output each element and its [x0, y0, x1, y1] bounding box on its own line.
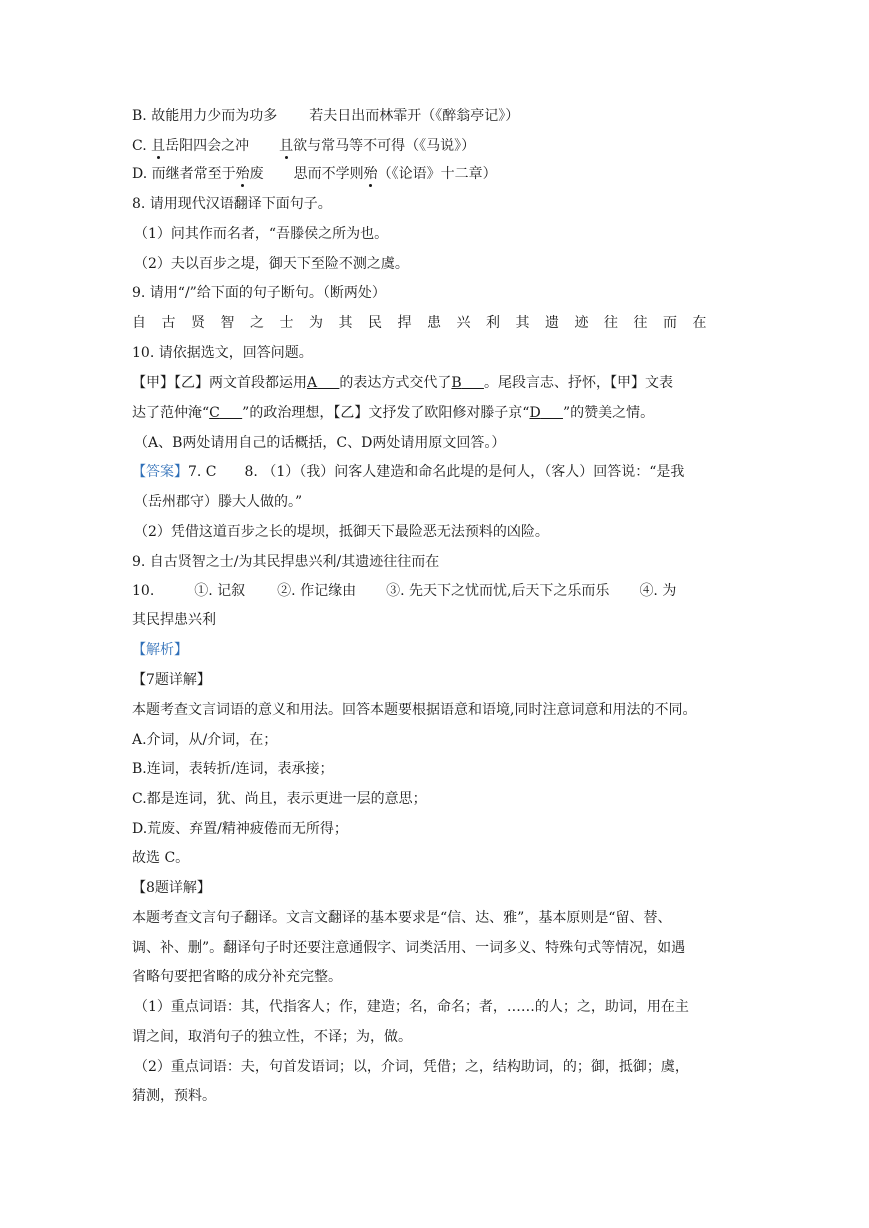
analysis-key-2-line-2: 猜测，预料。	[132, 1088, 216, 1104]
analysis-paragraph-8-line-1: 本题考查文言句子翻译。文言文翻译的基本要求是“信、达、雅”，基本原则是“留、替、	[132, 910, 672, 926]
blank-a: A	[307, 375, 318, 391]
analysis-item-c: C.都是连词，犹、尚且，表示更进一层的意思；	[132, 791, 427, 807]
analysis-paragraph-7: 本题考查文言词语的意义和用法。回答本题要根据语意和语境,同时注意词意和用法的不同。	[132, 702, 697, 718]
option-label: C.	[132, 138, 147, 154]
analysis-key-1-line-1: （1）重点词语：其，代指客人；作，建造；名，命名；者，……的人；之，助词，用在主	[134, 999, 689, 1015]
text-segment: 达了范仲淹“	[132, 405, 210, 421]
answer-line-5	[132, 581, 676, 601]
q10-line-2	[132, 403, 654, 423]
analysis-heading-7: 【7题详解】	[132, 672, 211, 688]
text-segment: ①. 记叙	[194, 583, 246, 599]
analysis-pick: 故选 C。	[132, 850, 190, 866]
analysis-key-2-line-1: （2）重点词语：夫，句首发语词；以，介词，凭借；之，结构助词，的；御，抵御；虞，	[134, 1059, 689, 1075]
option-label: D.	[132, 166, 148, 182]
q9-prompt: 9. 请用“/”给下面的句子断句。（断两处）	[132, 285, 386, 301]
text-segment: 的表达方式交代了	[339, 375, 452, 391]
text-segment: ”的政治理想，【乙】文抒发了欧阳修对滕子京“	[242, 405, 530, 421]
option-right-text: 思而不学则殆（《论语》十二章）	[293, 166, 497, 182]
q7-option-d	[132, 164, 497, 184]
text-segment: ”的赞美之情。	[562, 405, 655, 421]
q10-prompt: 10. 请依据选文，回答问题。	[132, 345, 313, 361]
blank-b: B	[451, 375, 462, 391]
q9-sentence: 自古贤智之士为其民捍患兴利其遗迹往往而在	[132, 315, 722, 331]
text-segment: ④. 为	[639, 583, 677, 599]
option-right-text: 且欲与常马等不可得（《马说》）	[279, 138, 476, 154]
option-label: B.	[132, 108, 147, 124]
option-left-text: 故能用力少而为功多	[151, 108, 278, 124]
blank-c: C	[209, 405, 220, 421]
q10-note: （A、B两处请用自己的话概括，C、D两处请用原文回答。）	[134, 435, 506, 451]
answer-line-6: 其民捍患兴利	[132, 612, 216, 628]
option-left-text: 而继者常至于殆废	[151, 166, 264, 182]
answer-line-1	[132, 462, 684, 482]
text-segment: ③. 先天下之忧而忧,后天下之乐而乐	[386, 583, 610, 599]
text-segment: 【甲】【乙】两文首段都运用	[132, 375, 307, 391]
option-left-text: 且岳阳四会之冲	[151, 138, 250, 154]
analysis-key-1-line-2: 谓之间，取消句子的独立性，不译；为，做。	[132, 1029, 412, 1045]
blank-d: D	[529, 405, 541, 421]
analysis-heading-8: 【8题详解】	[132, 880, 211, 896]
text-segment: 10.	[132, 583, 155, 599]
analysis-paragraph-8-line-3: 省略句要把省略的成分补充完整。	[132, 969, 342, 985]
q8-sentence-2: （2）夫以百步之堤，御天下至险不测之虞。	[134, 256, 409, 272]
analysis-item-a: A.介词，从/介词，在；	[132, 732, 278, 748]
text-segment: 。尾段言志、抒怀，【甲】文表	[483, 375, 673, 391]
analysis-tag: 【解析】	[132, 642, 188, 658]
answer-line-4: 9. 自古贤智之士/为其民捍患兴利/其遗迹往往而在	[132, 554, 440, 570]
analysis-item-d: D.荒废、弃置/精神疲倦而无所得；	[132, 821, 348, 837]
answer-line-2: （岳州郡守）滕大人做的。”	[134, 494, 303, 510]
q7-option-c	[132, 136, 475, 156]
answer-tag: 【答案】	[132, 464, 188, 480]
option-right-text: 若夫日出而林霏开（《醉翁亭记》）	[309, 108, 520, 124]
q7-option-b	[132, 106, 519, 126]
text-segment: ②. 作记缘由	[277, 583, 357, 599]
q10-line-1	[132, 373, 673, 393]
analysis-item-b: B.连词，表转折/连词，表承接；	[132, 761, 334, 777]
q8-sentence-1: （1）问其作而名者，“吾滕侯之所为也。	[134, 226, 389, 242]
analysis-paragraph-8-line-2: 调、补、删”。翻译句子时还要注意通假字、词类活用、一词多义、特殊句式等情况，如遇	[132, 940, 686, 956]
answer-line-3: （2）凭借这道百步之长的堤坝，抵御天下最险恶无法预料的凶险。	[134, 524, 549, 540]
q8-prompt: 8. 请用现代汉语翻译下面句子。	[132, 196, 332, 212]
text-segment: 7. C 8. （1）（我）问客人建造和命名此堤的是何人，（客人）回答说：“是我	[188, 464, 685, 480]
